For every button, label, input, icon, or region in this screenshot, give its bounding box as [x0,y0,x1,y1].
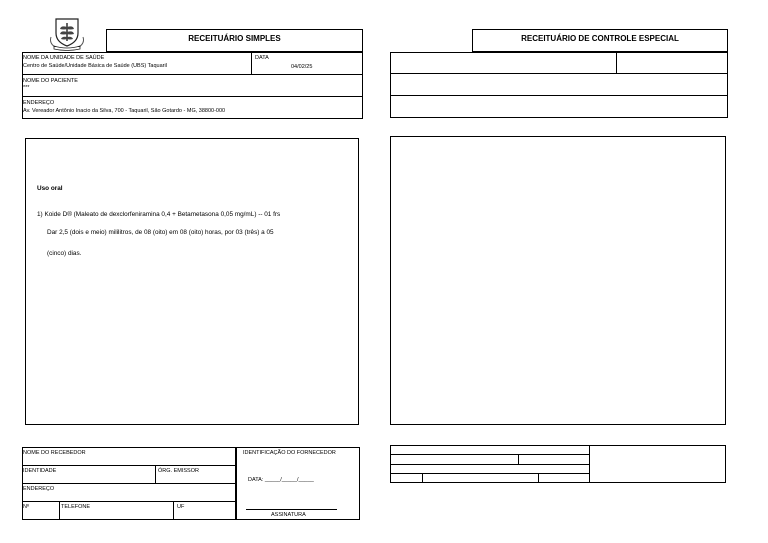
address-label: ENDEREÇO [23,100,55,106]
prescription-box [25,138,359,425]
municipal-logo [47,15,87,51]
left-title: RECEITUÁRIO SIMPLES [188,34,281,43]
signature-label: ASSINATURA [271,512,306,518]
patient-label: NOME DO PACIENTE [23,78,78,84]
issuer-label: ÓRG. EMISSOR [158,468,199,474]
receiver-label: NOME DO RECEBEDOR [23,450,86,456]
coat-of-arms-icon [47,15,87,51]
date-label: DATA [255,55,269,61]
supplier-label: IDENTIFICAÇÃO DO FORNECEDOR [243,450,336,456]
right-header-table [390,52,728,118]
right-footer-signature-box [589,445,726,483]
unit-label: NOME DA UNIDADE DE SAÚDE [23,55,105,61]
prescription-line-3: (cinco) dias. [47,250,82,257]
patient-value: *** [23,85,30,91]
route-of-administration: Uso oral [37,185,63,192]
receiver-address-label: ENDEREÇO [23,486,55,492]
unit-value: Centro de Saúde/Unidade Básica de Saúde (UBS) Taquaril [23,63,167,69]
right-title: RECEITUÁRIO DE CONTROLE ESPECIAL [521,34,679,43]
date-value: 04/02/25 [291,64,313,70]
state-label: UF [177,504,185,510]
prescription-line-2: Dar 2,5 (dois e meio) mililitros, de 08 (oito) em 08 (oito) horas, por 03 (três) a 05 [47,229,274,236]
prescription-line-1: 1) Koide D® (Maleato de dexclorfeniramina 0,4 + Betametasona 0,05 mg/mL) -- 01 frs [37,211,281,218]
phone-label: TELEFONE [61,504,91,510]
supplier-date-line: DATA: _____/_____/_____ [248,477,314,483]
identity-label: IDENTIDADE [23,468,57,474]
number-label: Nº [23,504,29,510]
address-value: Av. Vereador Antônio Inacio da Silva, 700 - Taquaril, São Gotardo - MG, 38800-000 [23,108,226,114]
right-prescription-box [390,136,726,425]
